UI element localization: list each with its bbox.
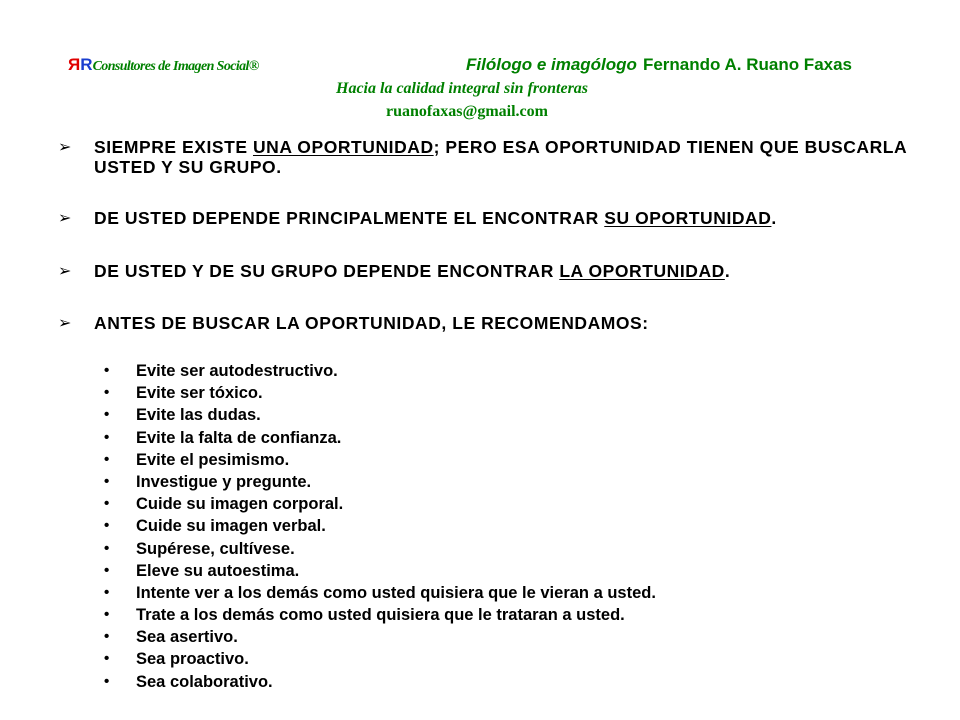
recommendation-text: Evite la falta de confianza. [136, 428, 342, 447]
author-role: Filólogo e imagólogo [466, 55, 637, 74]
author-header [466, 55, 852, 75]
point-underlined: SU OPORTUNIDAD [604, 208, 772, 228]
point-underlined: UNA OPORTUNIDAD [252, 137, 434, 157]
logo-letter: R [80, 55, 93, 74]
point-text-part: SIEMPRE EXISTE [94, 137, 253, 157]
point-text [94, 137, 938, 177]
point-text-part: DE USTED DEPENDE PRINCIPALMENTE EL ENCONTRAR [94, 208, 605, 228]
point-2 [58, 208, 938, 228]
point-4 [58, 313, 938, 333]
arrow-bullet-icon: ➢ [58, 261, 72, 280]
logo-letter-mirrored: R [68, 55, 81, 74]
bullet-icon: • [104, 406, 110, 424]
recommendation-text: Sea asertivo. [136, 628, 238, 647]
bullet-icon: • [104, 650, 110, 668]
contact-email: ruanofaxas@gmail.com [386, 103, 548, 120]
recommendation-text: Supérese, cultívese. [136, 539, 295, 558]
logo [68, 55, 93, 74]
arrow-bullet-icon: ➢ [58, 313, 72, 332]
recommendation-text: Intente ver a los demás como usted quisiera que le vieran a usted. [136, 583, 656, 602]
point-text [94, 261, 938, 281]
recommendation-text: Investigue y pregunte. [136, 472, 312, 491]
point-1 [58, 137, 938, 177]
recommendation-text: Sea colaborativo. [136, 672, 273, 691]
recommendation-text: Evite el pesimismo. [136, 450, 290, 469]
point-text-part: DE USTED Y DE SU GRUPO DEPENDE ENCONTRAR [94, 261, 560, 281]
point-text-part: ; PERO ESA OPORTUNIDAD TIENEN QUE BUSCARLA USTED Y SU GRUPO. [94, 137, 907, 177]
company-name: Consultores de Imagen Social® [92, 59, 259, 74]
motto: Hacia la calidad integral sin fronteras [336, 80, 589, 97]
bullet-icon: • [104, 606, 110, 624]
recommendation-text: Eleve su autoestima. [136, 561, 300, 580]
bullet-icon: • [104, 517, 110, 535]
point-text-part: ANTES DE BUSCAR LA OPORTUNIDAD, LE RECOMENDAMOS: [94, 313, 649, 333]
recommendation-text: Cuide su imagen verbal. [136, 517, 326, 536]
arrow-bullet-icon: ➢ [58, 137, 72, 156]
bullet-icon: • [104, 539, 110, 557]
bullet-icon: • [104, 384, 110, 402]
recommendation-text: Sea proactivo. [136, 650, 249, 669]
point-text-part: . [724, 261, 731, 281]
author-name: Fernando A. Ruano Faxas [642, 55, 853, 74]
point-text [94, 208, 938, 228]
point-underlined: LA OPORTUNIDAD [559, 261, 725, 281]
arrow-bullet-icon: ➢ [58, 208, 72, 227]
recommendation-text: Evite ser autodestructivo. [136, 362, 338, 380]
point-text [94, 313, 938, 333]
bullet-icon: • [104, 472, 110, 490]
bullet-icon: • [104, 362, 110, 379]
bullet-icon: • [104, 628, 110, 646]
recommendation-text: Trate a los demás como usted quisiera que le trataran a usted. [136, 606, 625, 625]
point-3 [58, 261, 938, 281]
bullet-icon: • [104, 495, 110, 513]
bullet-icon: • [104, 672, 110, 690]
recommendation-text: Evite ser tóxico. [136, 384, 263, 403]
recommendation-text: Evite las dudas. [136, 406, 261, 425]
bullet-icon: • [104, 561, 110, 579]
point-text-part: . [771, 208, 777, 228]
bullet-icon: • [104, 428, 110, 446]
bullet-icon: • [104, 583, 110, 601]
recommendation-text: Cuide su imagen corporal. [136, 495, 344, 514]
bullet-icon: • [104, 450, 110, 468]
brand-header [68, 55, 259, 75]
